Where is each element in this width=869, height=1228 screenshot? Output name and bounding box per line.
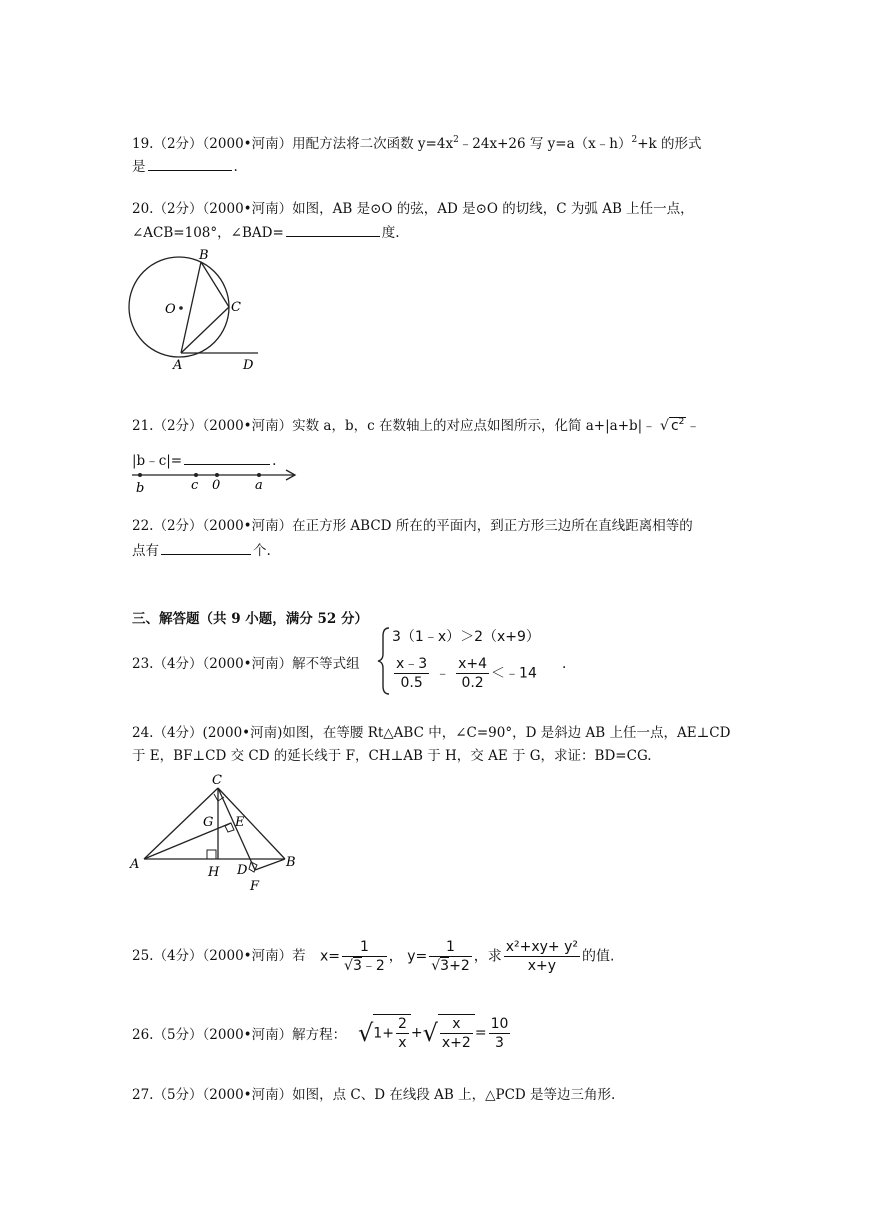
right-angle-h-icon bbox=[207, 850, 216, 859]
sqrt-radicand bbox=[669, 417, 686, 434]
q20-line2-pre: ∠ACB=108°，∠BAD= bbox=[132, 225, 284, 241]
term2-frac bbox=[440, 1015, 473, 1052]
q27-line1: 27.（5分）（2000•河南）如图，点 C、D 在线段 AB 上，△PCD 是等边三角形. bbox=[132, 1087, 616, 1103]
y-den-sqrt: 3 bbox=[440, 958, 450, 974]
q21-line2-post: . bbox=[272, 453, 277, 469]
frac1-num: x﹣3 bbox=[396, 656, 428, 672]
q21-sqrt bbox=[660, 417, 686, 434]
point-b bbox=[138, 473, 142, 477]
label-a: a bbox=[255, 478, 263, 493]
target-num: x²+xy+ y² bbox=[505, 939, 579, 955]
q23-frac2 bbox=[456, 655, 489, 692]
chord-ac bbox=[181, 307, 229, 353]
q25-expr bbox=[320, 938, 614, 975]
label-b: b bbox=[136, 481, 145, 495]
label-d: D bbox=[243, 358, 254, 373]
q21-answer-blank[interactable] bbox=[184, 450, 270, 465]
term1-lead: 1+ bbox=[373, 1025, 394, 1042]
q23-minus: ﹣ bbox=[435, 665, 450, 682]
y-den: √3+2 bbox=[431, 958, 470, 974]
q20-line2-post: 度. bbox=[381, 225, 400, 241]
circle-o bbox=[129, 257, 229, 357]
rhs-num: 10 bbox=[490, 1015, 509, 1032]
sqrt2-radicand bbox=[438, 1014, 475, 1052]
section-heading: 三、解答题（共 9 小题，满分 52 分） bbox=[132, 611, 368, 627]
label-c: C bbox=[212, 773, 222, 788]
q19-sup1: 2 bbox=[453, 135, 459, 145]
q25-ask: ，求 bbox=[473, 948, 502, 965]
q24-line1: 24.（4分）(2000•河南)如图，在等腰 Rt△ABC 中，∠C=90°，D 是斜边 AB 上任一点，AE⊥CD bbox=[132, 725, 731, 741]
q19-answer-blank[interactable] bbox=[148, 156, 232, 171]
q19-line2-post: . bbox=[233, 159, 238, 175]
label-b: B bbox=[199, 248, 209, 263]
rhs-frac bbox=[489, 1015, 511, 1052]
center-dot bbox=[179, 306, 183, 310]
q22-line2 bbox=[132, 540, 271, 561]
q25-x-frac bbox=[342, 938, 387, 975]
frac2-num: x+4 bbox=[458, 656, 488, 672]
q22-answer-blank[interactable] bbox=[161, 540, 251, 555]
label-c: C bbox=[231, 300, 241, 315]
q20-circle-figure bbox=[125, 245, 265, 375]
q20-line2 bbox=[132, 222, 400, 243]
q26-plus: + bbox=[410, 1025, 423, 1041]
q19-text-a: 19.（2分）（2000•河南）用配方法将二次函数 y=4x bbox=[132, 136, 454, 152]
q23-tail: ＜﹣14 bbox=[491, 665, 537, 682]
point-zero bbox=[215, 473, 219, 477]
x-den: √3﹣2 bbox=[344, 958, 385, 974]
label-e: E bbox=[235, 815, 245, 830]
label-g: G bbox=[203, 815, 214, 830]
q21-text: 21.（2分）（2000•河南）实数 a，b，c 在数轴上的对应点如图所示，化简 a+|a+b|﹣ bbox=[132, 418, 656, 434]
x-den-sqrt: 3 bbox=[352, 958, 362, 974]
q20-answer-blank[interactable] bbox=[286, 222, 380, 237]
rhs-den: 3 bbox=[495, 1034, 504, 1051]
label-a: A bbox=[130, 857, 140, 872]
frac2-den: 0.2 bbox=[461, 675, 484, 691]
term1-den: x bbox=[398, 1035, 407, 1051]
term1-num: 2 bbox=[397, 1016, 407, 1032]
q19-text-c: +k 的形式 bbox=[637, 136, 702, 152]
q23-prefix: 23.（4分）（2000•河南）解不等式组 bbox=[132, 656, 360, 672]
x-num: 1 bbox=[342, 938, 387, 957]
label-a: A bbox=[173, 358, 183, 373]
label-o: O bbox=[165, 302, 176, 317]
q24-line2: 于 E，BF⊥CD 交 CD 的延长线于 F，CH⊥AB 于 H，交 AE 于 G，求证：BD=CG. bbox=[132, 748, 652, 764]
side-cb bbox=[218, 788, 285, 859]
q25-y-frac bbox=[429, 938, 471, 975]
q21-line1 bbox=[132, 412, 700, 436]
sqrt-sign: √ bbox=[660, 418, 669, 434]
q25-sep: ， bbox=[388, 948, 403, 965]
label-h: H bbox=[208, 865, 220, 880]
point-a bbox=[257, 473, 261, 477]
term1-frac bbox=[396, 1015, 409, 1052]
q20-line1: 20.（2分）（2000•河南）如图，AB 是⊙O 的弦，AD 是⊙O 的切线，C 为弧 AB 上任一点， bbox=[132, 201, 694, 217]
y-den-tail: +2 bbox=[449, 958, 470, 974]
term2-num: x bbox=[440, 1015, 473, 1034]
q25-x-eq: x= bbox=[320, 948, 341, 965]
q25-y-eq: y= bbox=[407, 948, 428, 965]
q19-line2-pre: 是 bbox=[132, 159, 146, 175]
line-bf bbox=[255, 859, 285, 870]
label-zero: 0 bbox=[212, 478, 221, 493]
frac1-den: 0.5 bbox=[400, 675, 423, 691]
right-angle-c-icon bbox=[214, 794, 224, 801]
sqrt1-icon: √ bbox=[358, 1019, 374, 1047]
sqrt2-icon: √ bbox=[422, 1019, 438, 1047]
sqrt-c: c bbox=[670, 418, 679, 434]
q19-line2 bbox=[132, 156, 238, 177]
label-b: B bbox=[286, 855, 296, 870]
q26-prefix: 26.（5分）（2000•河南）解方程： bbox=[132, 1027, 347, 1043]
q23-end: . bbox=[562, 656, 567, 672]
q23-ineq1: 3（1﹣x）＞2（x+9） bbox=[392, 629, 540, 645]
q21-number-line bbox=[128, 465, 303, 495]
term2-den: x+2 bbox=[441, 1035, 471, 1051]
q26-eq: = bbox=[474, 1025, 487, 1041]
y-num: 1 bbox=[429, 938, 471, 957]
q21-line2-pre: |b﹣c|= bbox=[132, 453, 183, 469]
q22-line2-pre: 点有 bbox=[132, 543, 159, 559]
x-den-tail: ﹣2 bbox=[361, 958, 385, 974]
q26-expr bbox=[358, 1014, 512, 1052]
q25-target-frac bbox=[504, 938, 580, 975]
q23-frac1 bbox=[394, 655, 429, 692]
q22-line2-post: 个. bbox=[253, 543, 271, 559]
q19-sup2: 2 bbox=[631, 135, 638, 145]
q25-prefix: 25.（4分）（2000•河南）若 bbox=[132, 948, 306, 964]
chord-ab bbox=[181, 262, 201, 353]
target-den: x+y bbox=[527, 958, 557, 974]
q19-line1 bbox=[132, 130, 702, 154]
point-c bbox=[194, 473, 198, 477]
q19-text-b: ﹣24x+26 写 y=a（x﹣h） bbox=[458, 136, 632, 152]
label-f: F bbox=[250, 879, 260, 894]
q24-triangle-figure bbox=[128, 770, 308, 895]
label-d: D bbox=[237, 863, 248, 878]
sqrt-sup: 2 bbox=[678, 417, 685, 427]
sqrt1-radicand bbox=[373, 1014, 411, 1052]
label-c: c bbox=[191, 478, 199, 493]
q25-end: 的值. bbox=[582, 948, 615, 965]
q22-line1: 22.（2分）（2000•河南）在正方形 ABCD 所在的平面内，到正方形三边所在直线距离相等的 bbox=[132, 518, 693, 534]
q21-post: ﹣ bbox=[686, 418, 700, 434]
q23-ineq2 bbox=[392, 655, 537, 692]
chord-bc bbox=[201, 262, 229, 307]
